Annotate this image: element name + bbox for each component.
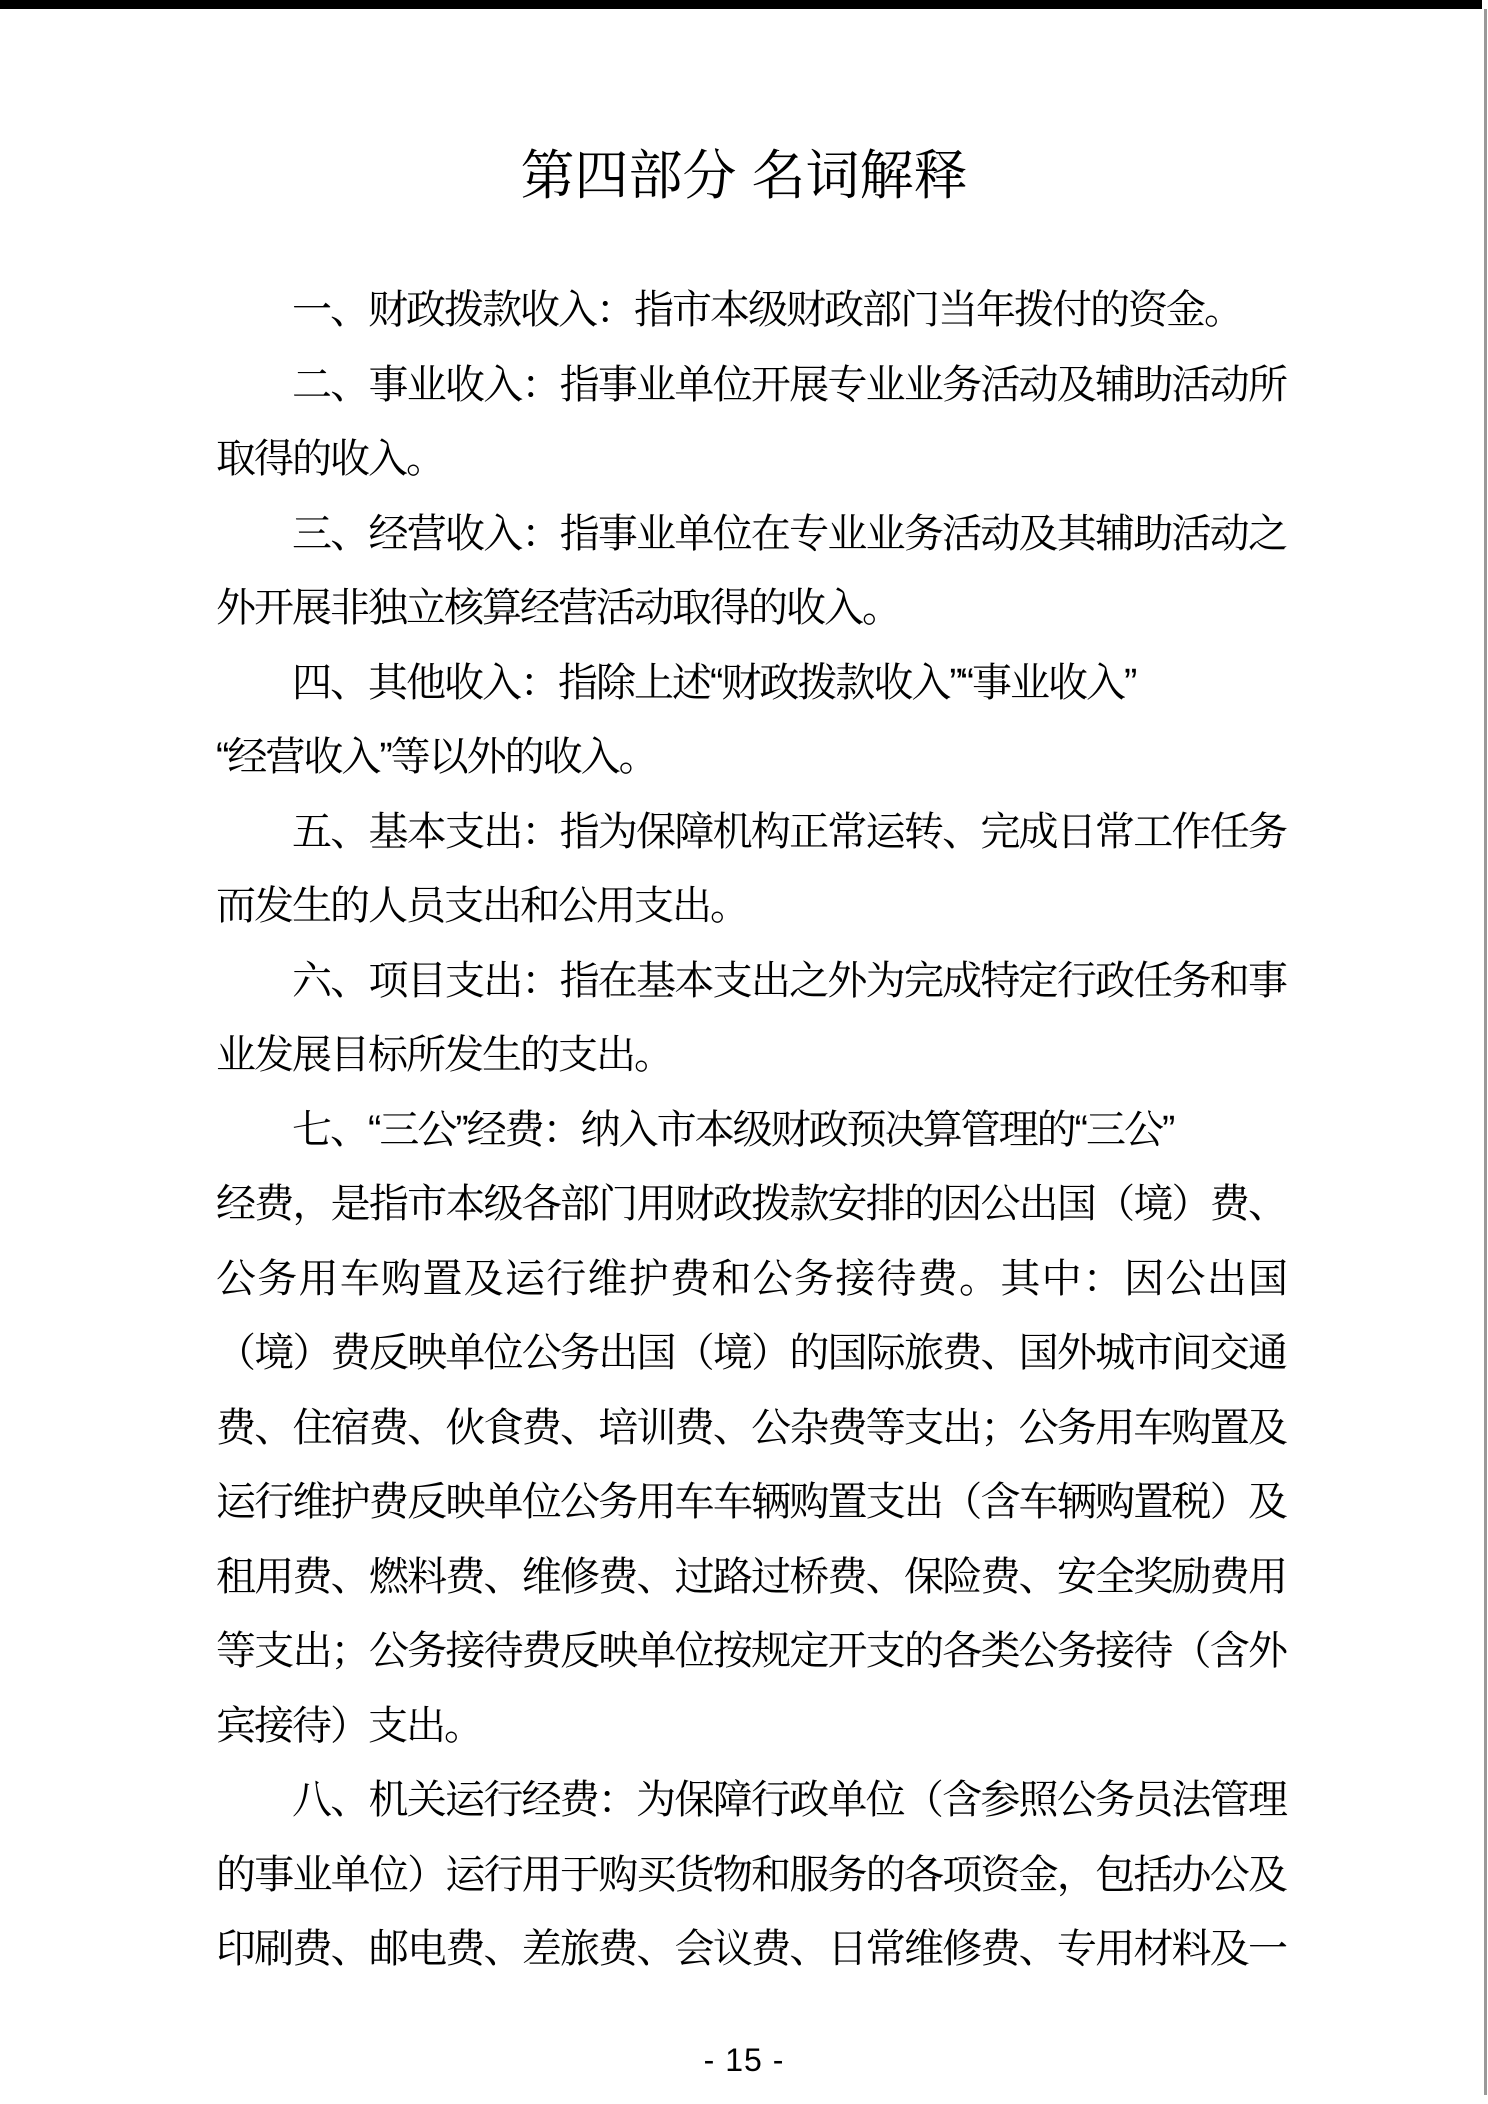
scan-top-edge <box>0 0 1482 9</box>
para-6-line-1: 六、项目支出：指在基本支出之外为完成特定行政任务和事 <box>292 958 1286 1003</box>
para-7-line-8: 等支出；公务接待费反映单位按规定开支的各类公务接待（含外 <box>216 1629 1286 1673</box>
para-7-line-6: 运行维护费反映单位公务用车车辆购置支出（含车辆购置税）及 <box>216 1480 1286 1524</box>
para-7-line-4: （境）费反映单位公务出国（境）的国际旅费、国外城市间交通 <box>216 1331 1286 1375</box>
paragraph-5 <box>216 795 1286 944</box>
para-2-line-1: 二、事业收入：指事业单位开展专业业务活动及辅助活动所 <box>292 362 1286 407</box>
para-7-line-1: 七、“三公”经费：纳入市本级财政预决算管理的“三公” <box>292 1107 1174 1152</box>
page-number: - 15 - <box>703 2042 785 2078</box>
para-3-line-1: 三、经营收入：指事业单位在专业业务活动及其辅助活动之 <box>292 511 1286 556</box>
para-8-line-3: 印刷费、邮电费、差旅费、会议费、日常维修费、专用材料及一 <box>216 1927 1286 1971</box>
section-title: 第四部分 名词解释 <box>520 146 968 206</box>
para-6-line-2: 业发展目标所发生的支出。 <box>216 1033 672 1077</box>
paragraph-7 <box>216 1093 1286 1764</box>
definitions-text <box>216 273 1286 1987</box>
para-7-line-7: 租用费、燃料费、维修费、过路过桥费、保险费、安全奖励费用 <box>216 1554 1286 1599</box>
scan-right-edge <box>1484 9 1487 2095</box>
para-5-line-2: 而发生的人员支出和公用支出。 <box>216 884 748 928</box>
para-7-line-2: 经费，是指市本级各部门用财政拨款安排的因公出国（境）费、 <box>216 1182 1286 1226</box>
paragraph-2 <box>216 348 1286 497</box>
paragraph-8 <box>216 1763 1286 1987</box>
para-1-line-1: 一、财政拨款收入：指市本级财政部门当年拨付的资金。 <box>292 288 1242 332</box>
paragraph-1 <box>216 273 1286 348</box>
para-4-line-2: “经营收入”等以外的收入。 <box>216 735 657 779</box>
paragraph-4 <box>216 646 1286 795</box>
para-2-line-2: 取得的收入。 <box>216 437 444 481</box>
para-8-line-1: 八、机关运行经费：为保障行政单位（含参照公务员法管理 <box>292 1778 1286 1822</box>
para-7-line-3: 公务用车购置及运行维护费和公务接待费。其中：因公出国 <box>216 1256 1286 1301</box>
para-4-line-1: 四、其他收入：指除上述“财政拨款收入”“事业收入” <box>292 660 1136 705</box>
para-8-line-2: 的事业单位）运行用于购买货物和服务的各项资金，包括办公及 <box>216 1852 1286 1897</box>
paragraph-3 <box>216 497 1286 646</box>
para-5-line-1: 五、基本支出：指为保障机构正常运转、完成日常工作任务 <box>292 809 1286 854</box>
para-3-line-2: 外开展非独立核算经营活动取得的收入。 <box>216 586 900 630</box>
para-7-line-9: 宾接待）支出。 <box>216 1703 482 1748</box>
paragraph-6 <box>216 944 1286 1093</box>
para-7-line-5: 费、住宿费、伙食费、培训费、公杂费等支出；公务用车购置及 <box>216 1405 1286 1450</box>
